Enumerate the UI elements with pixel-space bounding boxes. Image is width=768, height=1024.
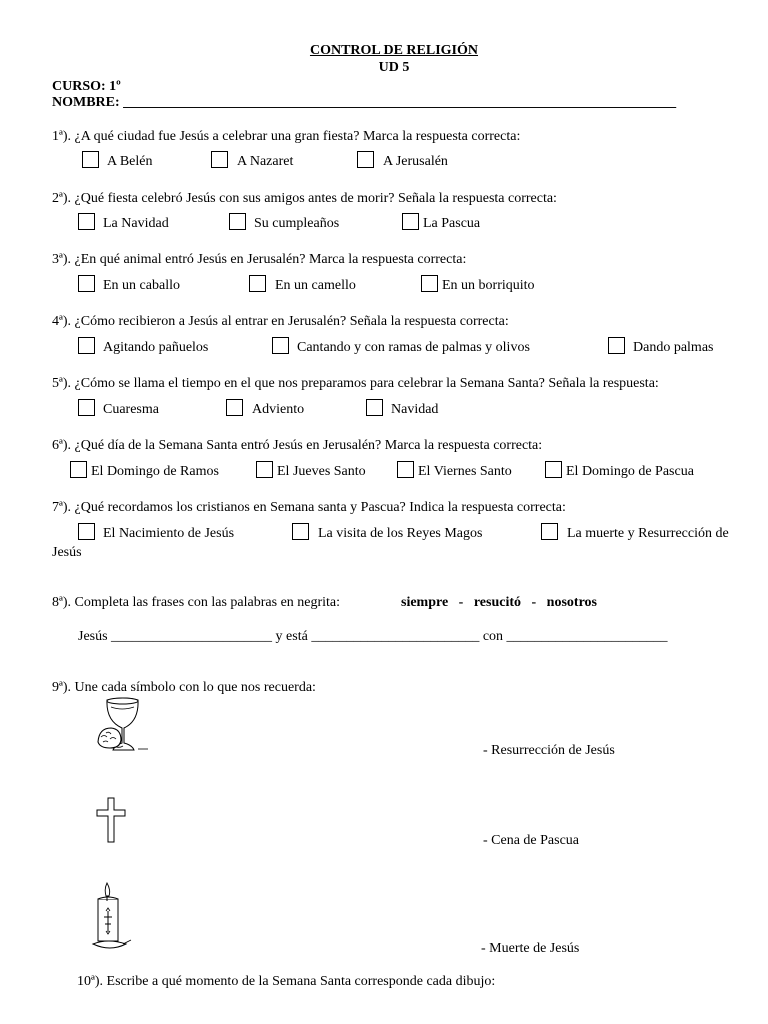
checkbox-q5-b[interactable] xyxy=(226,399,243,416)
option-q6-d: El Domingo de Pascua xyxy=(566,464,694,479)
checkbox-q3-b[interactable] xyxy=(249,275,266,292)
option-q3-b: En un camello xyxy=(275,278,356,293)
option-q6-c: El Viernes Santo xyxy=(418,464,512,479)
question-10-text: 10ª). Escribe a qué momento de la Semana Santa corresponde cada dibujo: xyxy=(77,974,496,989)
nombre-field[interactable]: NOMBRE: _______________________________________________________________________________ xyxy=(52,95,677,110)
option-q4-a: Agitando pañuelos xyxy=(103,340,209,355)
option-q5-a: Cuaresma xyxy=(103,402,159,417)
q8-word-bank: siempre - resucitó - nosotros xyxy=(401,595,597,610)
checkbox-q6-d[interactable] xyxy=(545,461,562,478)
question-1-text: 1ª). ¿A qué ciudad fue Jesús a celebrar una gran fiesta? Marca la respuesta correcta: xyxy=(52,129,521,144)
chalice-and-bread-icon xyxy=(94,697,150,755)
option-q4-c: Dando palmas xyxy=(633,340,714,355)
option-q3-a: En un caballo xyxy=(103,278,180,293)
q9-answer-2: - Cena de Pascua xyxy=(483,833,580,848)
option-q2-a: La Navidad xyxy=(103,216,169,231)
question-3-text: 3ª). ¿En qué animal entró Jesús en Jerusalén? Marca la respuesta correcta: xyxy=(52,252,467,267)
option-q5-c: Navidad xyxy=(391,402,439,417)
candle-icon xyxy=(90,882,132,954)
question-8-text: 8ª). Completa las frases con las palabras en negrita: xyxy=(52,595,341,610)
question-5-text: 5ª). ¿Cómo se llama el tiempo en el que nos preparamos para celebrar la Semana Santa? Señala la respuesta: xyxy=(52,376,659,391)
option-q7-c: La muerte y Resurrección de xyxy=(567,526,729,541)
checkbox-q3-c[interactable] xyxy=(421,275,438,292)
option-q5-b: Adviento xyxy=(252,402,305,417)
checkbox-q7-b[interactable] xyxy=(292,523,309,540)
checkbox-q1-c[interactable] xyxy=(357,151,374,168)
option-q1-c: A Jerusalén xyxy=(383,154,448,169)
option-q2-c: La Pascua xyxy=(423,216,481,231)
question-6-text: 6ª). ¿Qué día de la Semana Santa entró Jesús en Jerusalén? Marca la respuesta correcta: xyxy=(52,438,543,453)
q8-sentence-blanks[interactable]: Jesús _______________________ y está ________________________ con _______________________ xyxy=(78,629,668,644)
checkbox-q1-b[interactable] xyxy=(211,151,228,168)
checkbox-q2-c[interactable] xyxy=(402,213,419,230)
option-q6-a: El Domingo de Ramos xyxy=(91,464,219,479)
question-7-text: 7ª). ¿Qué recordamos los cristianos en Semana santa y Pascua? Indica la respuesta correcta: xyxy=(52,500,566,515)
option-q3-c: En un borriquito xyxy=(442,278,535,293)
option-q1-b: A Nazaret xyxy=(237,154,294,169)
checkbox-q4-a[interactable] xyxy=(78,337,95,354)
q9-answer-3: - Muerte de Jesús xyxy=(481,941,580,956)
page-title: CONTROL DE RELIGIÓN xyxy=(309,43,479,58)
checkbox-q5-c[interactable] xyxy=(366,399,383,416)
question-4-text: 4ª). ¿Cómo recibieron a Jesús al entrar en Jerusalén? Señala la respuesta correcta: xyxy=(52,314,509,329)
curso-label: CURSO: 1º xyxy=(52,79,121,94)
checkbox-q4-b[interactable] xyxy=(272,337,289,354)
question-2-text: 2ª). ¿Qué fiesta celebró Jesús con sus amigos antes de morir? Señala la respuesta correcta: xyxy=(52,191,557,206)
checkbox-q6-a[interactable] xyxy=(70,461,87,478)
checkbox-q2-a[interactable] xyxy=(78,213,95,230)
option-q7-a: El Nacimiento de Jesús xyxy=(103,526,235,541)
checkbox-q2-b[interactable] xyxy=(229,213,246,230)
option-q7-b: La visita de los Reyes Magos xyxy=(318,526,483,541)
checkbox-q7-c[interactable] xyxy=(541,523,558,540)
checkbox-q7-a[interactable] xyxy=(78,523,95,540)
checkbox-q4-c[interactable] xyxy=(608,337,625,354)
checkbox-q6-c[interactable] xyxy=(397,461,414,478)
cross-icon xyxy=(95,797,127,843)
option-q4-b: Cantando y con ramas de palmas y olivos xyxy=(297,340,530,355)
option-q7-c-continuation: Jesús xyxy=(52,545,82,560)
page-subtitle: UD 5 xyxy=(378,60,410,75)
question-9-text: 9ª). Une cada símbolo con lo que nos recuerda: xyxy=(52,680,316,695)
option-q2-b: Su cumpleaños xyxy=(254,216,340,231)
checkbox-q5-a[interactable] xyxy=(78,399,95,416)
option-q1-a: A Belén xyxy=(107,154,153,169)
checkbox-q6-b[interactable] xyxy=(256,461,273,478)
q9-answer-1: - Resurrección de Jesús xyxy=(483,743,615,758)
checkbox-q1-a[interactable] xyxy=(82,151,99,168)
option-q6-b: El Jueves Santo xyxy=(277,464,366,479)
checkbox-q3-a[interactable] xyxy=(78,275,95,292)
